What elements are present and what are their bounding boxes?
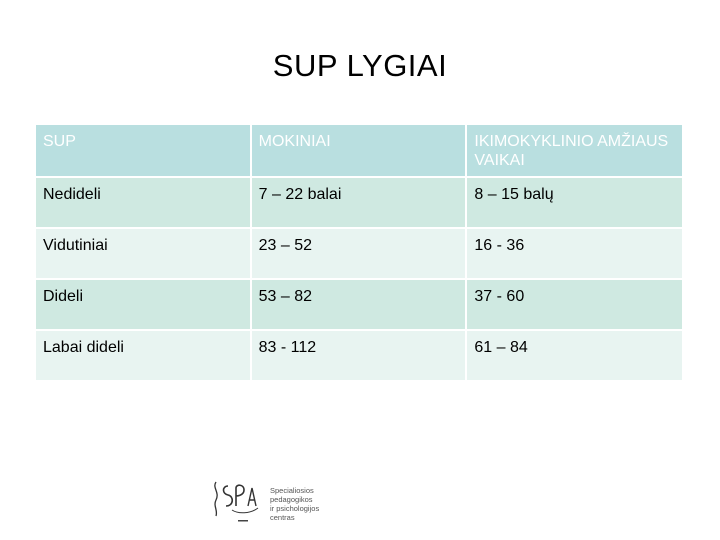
- header-cell-mokiniai: MOKINIAI: [252, 125, 468, 178]
- table-cell: Dideli: [36, 280, 252, 331]
- table-row: [36, 178, 684, 229]
- table-cell: Nedideli: [36, 178, 252, 229]
- table-cell: Labai dideli: [36, 331, 252, 382]
- table-cell: 16 - 36: [467, 229, 684, 280]
- header-cell-ikimokyklinio: IKIMOKYKLINIO AMŽIAUS VAIKAI: [467, 125, 684, 178]
- table-cell: 7 – 22 balai: [252, 178, 468, 229]
- table-cell: Vidutiniai: [36, 229, 252, 280]
- table-header-row: [36, 125, 684, 178]
- table-row: [36, 280, 684, 331]
- logo-line: centras: [270, 513, 295, 522]
- logo-text: [270, 486, 319, 522]
- table-cell: 23 – 52: [252, 229, 468, 280]
- table-cell: 37 - 60: [467, 280, 684, 331]
- table-cell: 8 – 15 balų: [467, 178, 684, 229]
- table-cell: 61 – 84: [467, 331, 684, 382]
- header-cell-sup: SUP: [36, 125, 252, 178]
- spc-logo-mark-icon: [210, 478, 268, 530]
- spc-logo: [210, 478, 330, 530]
- table-row: [36, 229, 684, 280]
- slide-title: SUP LYGIAI: [272, 48, 448, 83]
- logo-line: ir psichologijos: [270, 504, 320, 513]
- sup-levels-table: [36, 125, 684, 382]
- logo-line: pedagogikos: [270, 495, 313, 504]
- table-cell: 83 - 112: [252, 331, 468, 382]
- table-row: [36, 331, 684, 382]
- logo-line: Specialiosios: [270, 486, 314, 495]
- table-cell: 53 – 82: [252, 280, 468, 331]
